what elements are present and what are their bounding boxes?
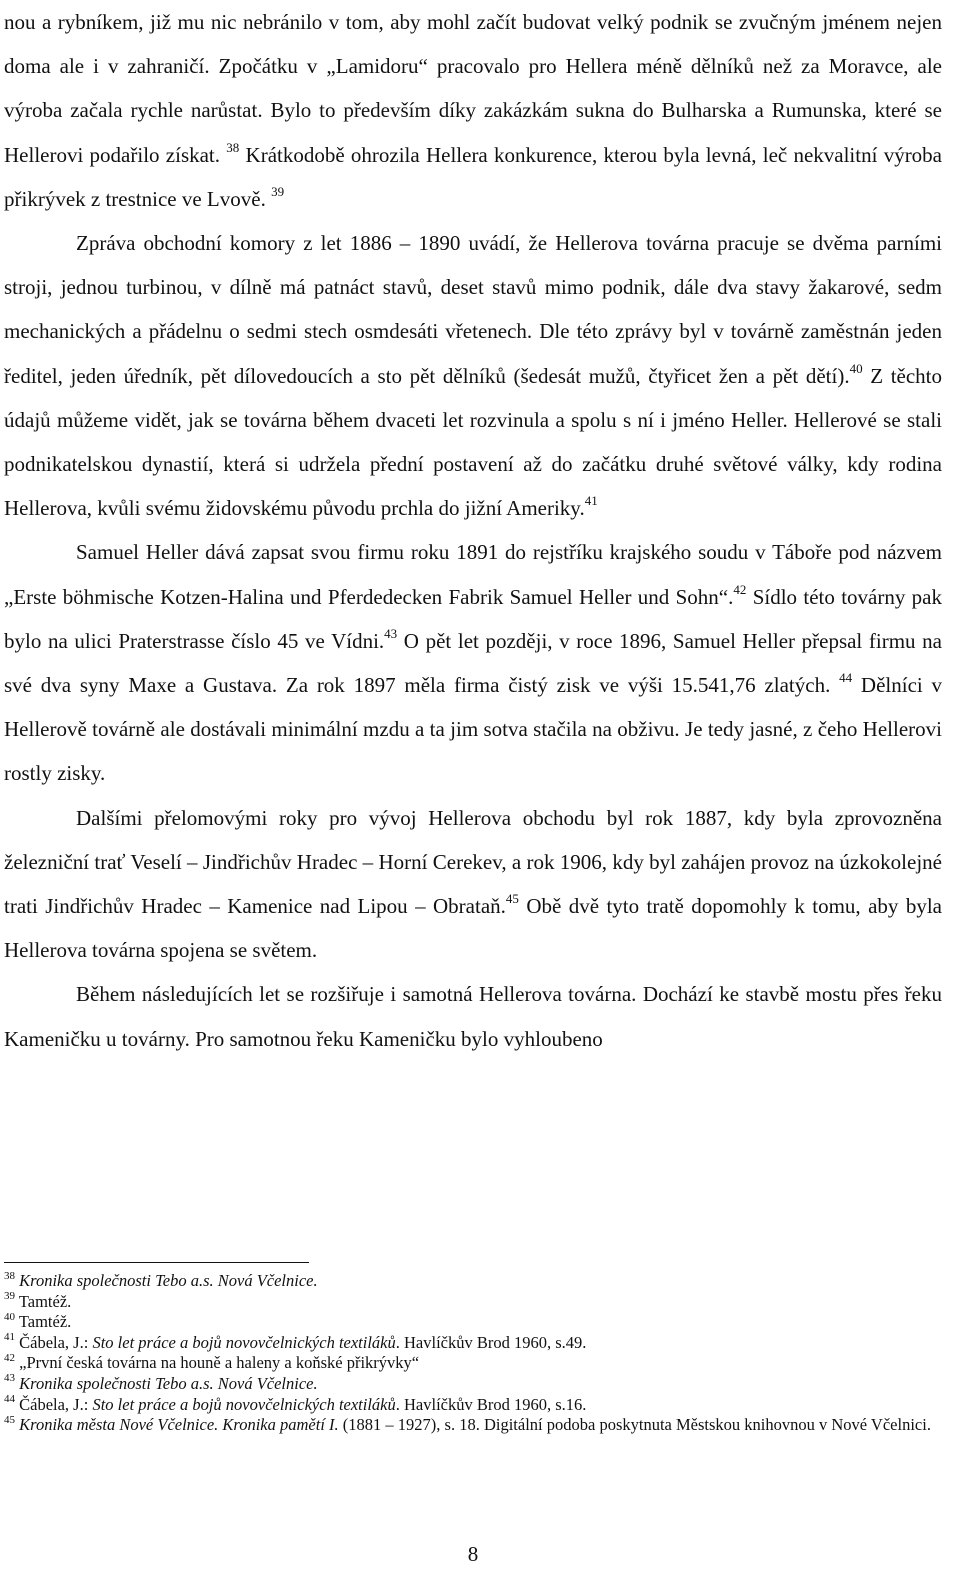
footnote — [4, 1292, 942, 1313]
paragraph-footnote-ref: 45 — [505, 891, 519, 907]
footnote-text-span: Tamtéž. — [18, 1291, 72, 1311]
footnote-text-span: (1881 – 1927), s. 18. Digitální podoba poskytnuta Městskou knihovnou v Nové Včelnici. — [338, 1415, 931, 1435]
footnote-text-span: „První česká továrna na houně a haleny a koňské přikrývky“ — [19, 1353, 420, 1373]
paragraph-footnote-ref: 41 — [584, 493, 598, 509]
footnote-number: 42 — [4, 1351, 15, 1364]
paragraph-text-span: O pět let později, v roce 1896, Samuel Heller přepsal firmu na své dva syny Maxe a Gustava. Za rok 1897 měla firma čistý zisk ve výši 15.541,76 zlatých. — [4, 628, 942, 698]
footnote — [4, 1312, 942, 1333]
paragraph-footnote-ref: 43 — [384, 625, 398, 641]
paragraph-text-span: Dělníci v Hellerově továrně ale dostávali minimální mzdu a ta jim sotva stačila na obživu. Je tedy jasné, z čeho Hellerovi rostly zisky. — [4, 673, 943, 786]
footnotes — [4, 1271, 942, 1436]
footnote-text-span: Čábela, J.: — [19, 1394, 93, 1414]
footnote-number: 43 — [4, 1372, 15, 1385]
footnote — [4, 1271, 942, 1292]
footnote-italic-span: Kronika společnosti Tebo a.s. Nová Včelnice. — [19, 1271, 318, 1290]
footnote-separator — [4, 1262, 309, 1263]
footnote — [4, 1353, 942, 1374]
paragraph-footnote-ref: 44 — [839, 670, 853, 686]
footnote-number: 41 — [4, 1331, 15, 1344]
footnote — [4, 1374, 942, 1395]
paragraph-text-span: Obě dvě tyto tratě dopomohly k tomu, aby byla Hellerova továrna spojena se světem. — [4, 894, 942, 963]
page-number: 8 — [467, 1542, 479, 1566]
footnote-number: 38 — [4, 1269, 15, 1282]
footnote-text-span: . Havlíčkův Brod 1960, s.49. — [395, 1332, 587, 1352]
paragraph-footnote-ref: 40 — [849, 360, 863, 376]
paragraph-text-span: Z těchto údajů můžeme vidět, jak se továrna během dvaceti let rozvinula a spolu s ní i jméno Heller. Hellerové se stali podnikatelskou dynastií, která si udržela přední postavení až do začátku druhé světové války, kdy rodina Hellerova, kvůli svému židovskému původu prchla do jižní Ameriky. — [4, 363, 942, 521]
paragraph-text-span: Zpráva obchodní komory z let 1886 – 1890 uvádí, že Hellerova továrna pracuje se dvěma parními stroji, jednou turbinou, v dílně má patnáct stavů, deset stavů mimo podnik, dále dva stavy žakarové, sedm mechanických a přádelnu o sedmi stech osmdesáti vřetenech. Dle této zprávy byl v továrně zaměstnán jeden ředitel, jeden úředník, pět dílovedoucích a sto pět dělníků (šedesát mužů, čtyřicet žen a pět dětí). — [4, 231, 942, 388]
paragraph-text-span: Během následujících let se rozšiřuje i samotná Hellerova továrna. Dochází ke stavbě mostu přes řeku Kameničku u továrny. Pro samotnou řeku Kameničku bylo vyhloubeno — [4, 982, 942, 1051]
body-text — [4, 0, 942, 1061]
paragraph-footnote-ref: 42 — [733, 581, 747, 597]
paragraph — [4, 221, 942, 530]
paragraph-footnote-ref: 39 — [271, 183, 285, 199]
footnote-number: 44 — [4, 1393, 15, 1406]
paragraph-text-span: Dalšími přelomovými roky pro vývoj Hellerova obchodu byl rok 1887, kdy byla zprovozněna železniční trať Veselí – Jindřichův Hradec – Horní Cerekev, a rok 1906, kdy byl zahájen provoz na úzkokolejné trati Jindřichův Hradec – Kamenice nad Lipou – Obrataň. — [4, 805, 942, 919]
footnote — [4, 1415, 942, 1436]
footnote-italic-span: Sto let práce a bojů novovčelnických textiláků — [92, 1394, 396, 1414]
footnote — [4, 1333, 942, 1354]
paragraph-text-span: Krátkodobě ohrozila Hellera konkurence, kterou byla levná, leč nekvalitní výroba přikrývek z trestnice ve Lvově. — [4, 142, 943, 211]
paragraph — [4, 796, 942, 973]
footnote-italic-span: Kronika města Nové Včelnice. Kronika pamětí I. — [19, 1415, 339, 1435]
footnote-text-span: Čábela, J.: — [19, 1332, 93, 1352]
footnote-italic-span: Sto let práce a bojů novovčelnických textiláků — [92, 1332, 396, 1352]
paragraph — [4, 0, 942, 221]
footnote-number: 45 — [4, 1413, 15, 1426]
paragraph-text-span: Sídlo této továrny pak bylo na ulici Praterstrasse číslo 45 ve Vídni. — [4, 584, 942, 653]
footnote-italic-span: Kronika společnosti Tebo a.s. Nová Včelnice. — [19, 1373, 318, 1393]
paragraph-footnote-ref: 38 — [226, 139, 240, 155]
footnote — [4, 1395, 942, 1416]
footnote-number: 40 — [4, 1310, 15, 1323]
footnote-number: 39 — [4, 1290, 15, 1303]
footnote-text-span: . Havlíčkův Brod 1960, s.16. — [395, 1394, 587, 1414]
paragraph-text-span: Samuel Heller dává zapsat svou firmu roku 1891 do rejstříku krajského soudu v Táboře pod názvem „Erste böhmische Kotzen-Halina und Pferdedecken Fabrik Samuel Heller und Sohn“. — [4, 540, 942, 609]
paragraph — [4, 530, 942, 795]
paragraph-text-span: nou a rybníkem, již mu nic nebránilo v tom, aby mohl začít budovat velký podnik se zvučným jménem nejen doma ale i v zahraničí. Zpočátku v „Lamidoru“ pracovalo pro Hellera méně dělníků než za Moravce, ale výroba začala rychle narůstat. Bylo to především díky zakázkám sukna do Bulharska a Rumunska, které se Hellerovi podařilo získat. — [4, 10, 942, 167]
footnote-text-span: Tamtéž. — [18, 1312, 72, 1332]
paragraph — [4, 972, 942, 1060]
